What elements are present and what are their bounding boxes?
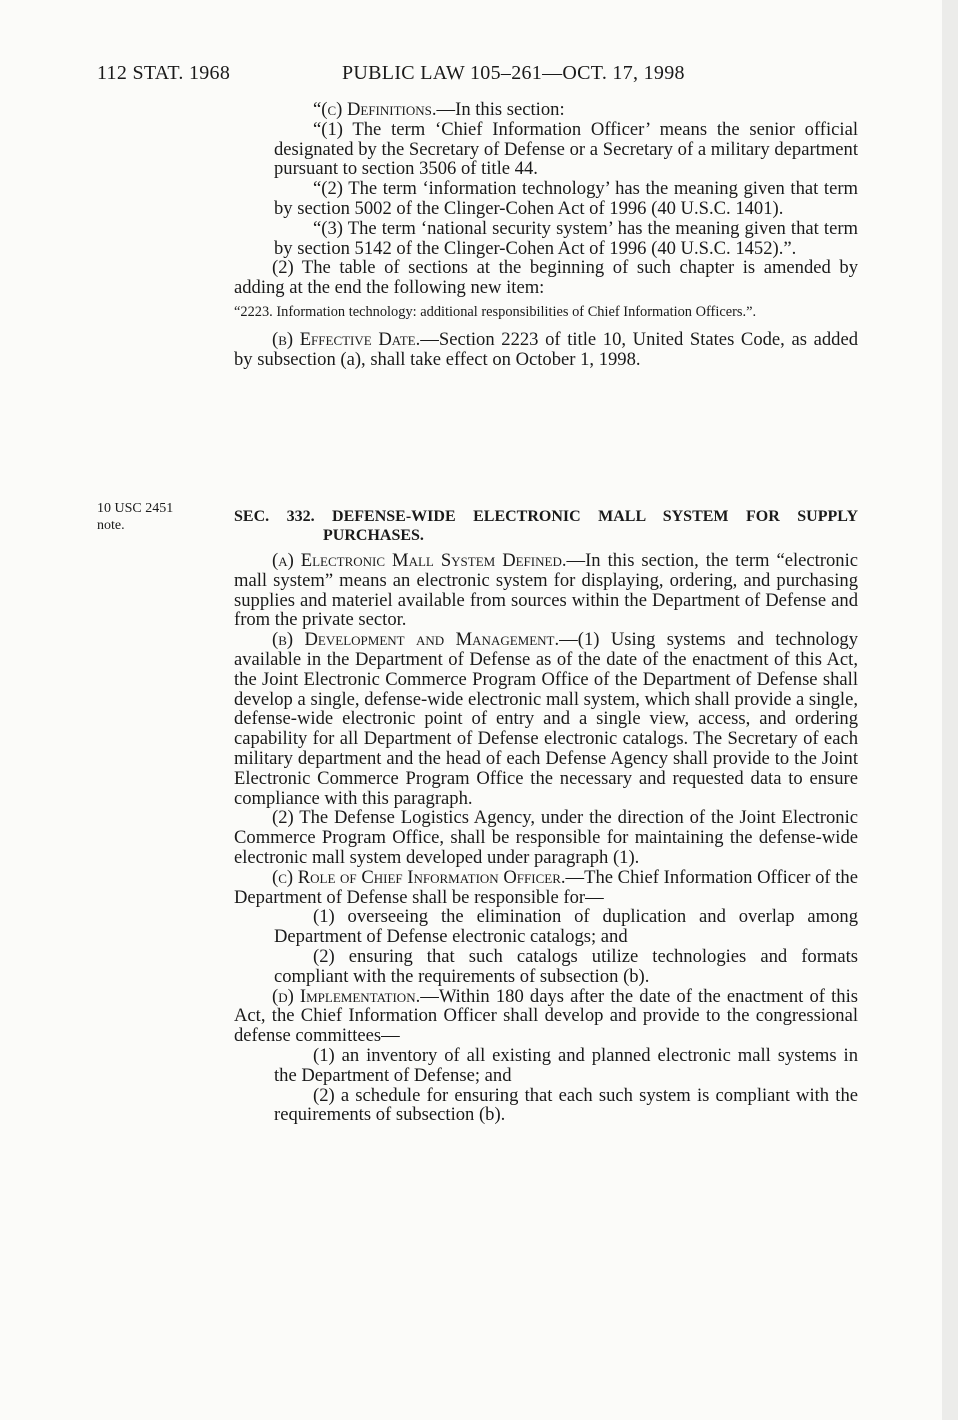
table-amendment-text: (2) The table of sections at the beginning of such chapter is amended by adding at the end the following new item: xyxy=(234,257,858,299)
subsection-c-label: (c) Role of Chief Information Officer. xyxy=(272,866,566,888)
list-item: (2) a schedule for ensuring that each such system is compliant with the requirements of subsection (b). xyxy=(274,1084,858,1126)
subsection-b-text: —(1) Using systems and technology available in the Department of Defense as of the date of the enactment of this Act, the Joint Electronic Commerce Program Office of the Department of Defense shall develop a single, defense-wide electronic mall system, which shall provide a single, defense-wide electronic point of entry and a single view, access, and ordering capability for all Department of Defense electronic catalogs. The Secretary of each military department and the head of each Defense Agency shall provide to the Joint Electronic Commerce Program Office the necessary and requested data to ensure compliance with this paragraph. xyxy=(234,629,858,809)
page-edge-shadow xyxy=(942,0,958,1420)
margin-note xyxy=(97,500,217,534)
subsection-b-label: (b) Development and Management. xyxy=(272,629,560,651)
list-item: (2) ensuring that such catalogs utilize technologies and formats compliant with the requirements of subsection (b). xyxy=(274,945,858,987)
public-law-header: PUBLIC LAW 105–261—OCT. 17, 1998 xyxy=(342,62,685,84)
subsection-c xyxy=(234,868,858,908)
subsection-d-items xyxy=(234,1046,858,1125)
effective-date-label: (b) Effective Date. xyxy=(272,328,421,350)
definitions-intro: —In this section: xyxy=(436,99,565,120)
definitions-block xyxy=(234,100,858,258)
definitions-label: “(c) Definitions. xyxy=(313,99,437,120)
subsection-a xyxy=(234,551,858,630)
definition-item: “(1) The term ‘Chief Information Officer’ means the senior official designated by the Secretary of Defense or a Secretary of a military department pursuant to section 3506 of title 44. xyxy=(274,118,858,180)
definition-item: “(2) The term ‘information technology’ has the meaning given that term by section 5002 of the Clinger-Cohen Act of 1996 (40 U.S.C. 1401). xyxy=(274,178,858,219)
list-item: (1) overseeing the elimination of duplication and overlap among Department of Defense electronic catalogs; and xyxy=(274,906,858,948)
subsection-d xyxy=(234,987,858,1046)
table-new-item: “2223. Information technology: additional responsibilities of Chief Information Officers.”. xyxy=(234,303,757,320)
margin-note-label: note. xyxy=(97,518,125,533)
list-item: (1) an inventory of all existing and planned electronic mall systems in the Department of Defense; and xyxy=(274,1044,858,1086)
subsection-a-text: —In this section, the term “electronic mall system” means an electronic system for displaying, ordering, and purchasing supplies and materiel available from sources within the Department of Defense and from the private sector. xyxy=(234,550,858,631)
section-heading: SEC. 332. DEFENSE-WIDE ELECTRONIC MALL SYSTEM FOR SUPPLY PURCHASES. xyxy=(234,508,858,544)
subsection-b xyxy=(234,630,858,808)
body-text-section xyxy=(234,498,858,1125)
body-text-top xyxy=(234,100,858,370)
subsection-b-paragraph-2: (2) The Defense Logistics Agency, under the direction of the Joint Electronic Commerce Program Office, shall be responsible for maintaining the defense-wide electronic mall system developed under paragraph (1). xyxy=(234,807,858,868)
effective-date-text: —Section 2223 of title 10, United States Code, as added by subsection (a), shall take effect on October 1, 1998. xyxy=(234,328,858,370)
effective-date-paragraph xyxy=(234,330,858,370)
subsection-d-text: —Within 180 days after the date of the enactment of this Act, the Chief Information Officer shall develop and provide to the congressional defense committees— xyxy=(234,985,858,1047)
subsection-d-label: (d) Implementation. xyxy=(272,985,421,1007)
statute-page-number: 112 STAT. 1968 xyxy=(97,62,231,84)
margin-note-citation: 10 USC 2451 xyxy=(97,501,174,516)
definition-item: “(3) The term ‘national security system’ has the meaning given that term by section 5142 of the Clinger-Cohen Act of 1996 (40 U.S.C. 1452).”. xyxy=(274,217,858,259)
definitions-heading xyxy=(274,100,858,120)
subsection-c-items xyxy=(234,907,858,986)
subsection-a-label: (a) Electronic Mall System Defined. xyxy=(272,550,567,571)
subsection-c-text: —The Chief Information Officer of the Department of Defense shall be responsible for— xyxy=(234,866,858,908)
